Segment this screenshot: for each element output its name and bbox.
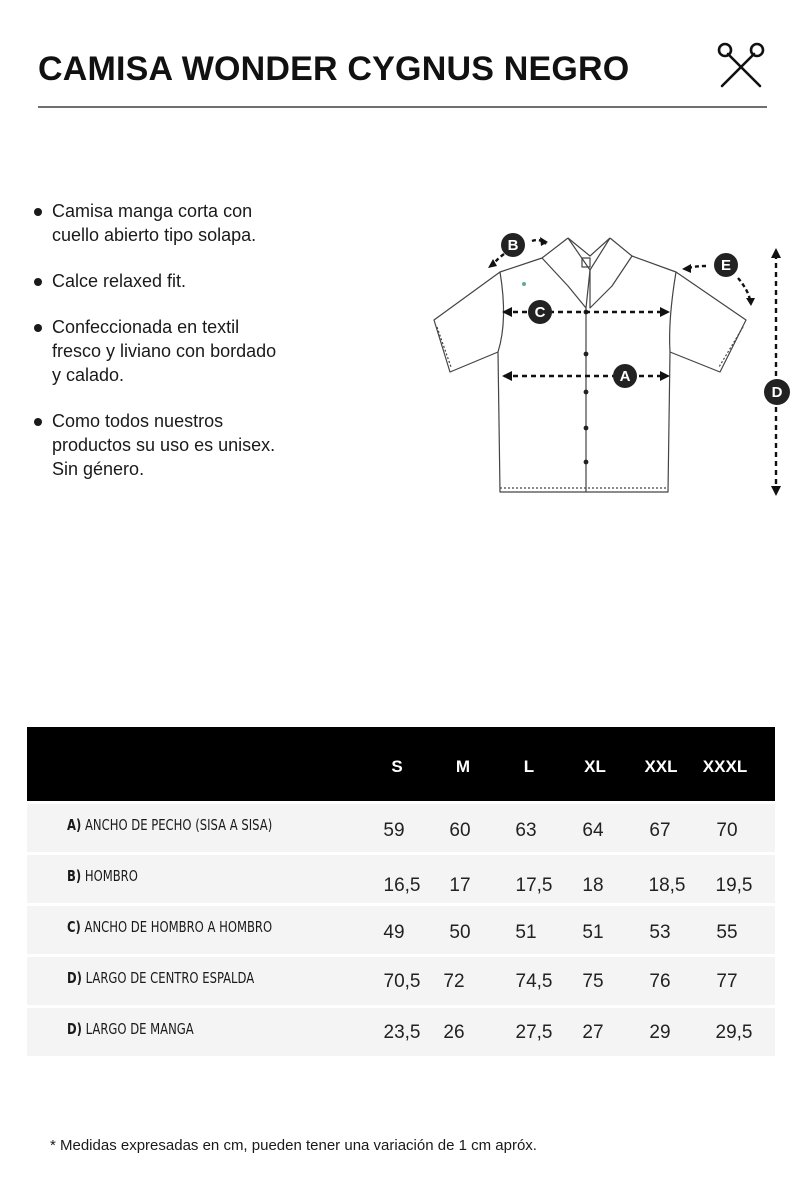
feature-item: Camisa manga corta con cuello abierto tipo solapa. (34, 199, 364, 247)
size-header-s: S (391, 757, 403, 776)
table-cell: 18 (582, 875, 604, 896)
table-cell: 51 (515, 922, 537, 943)
table-cell: 64 (582, 820, 604, 841)
table-cell: 77 (716, 971, 738, 992)
size-header-row (27, 727, 775, 801)
shirt-outline-icon (434, 238, 746, 492)
table-row (27, 804, 775, 852)
table-cell: 16,5 (383, 875, 421, 896)
table-cell: 76 (649, 971, 671, 992)
marker-c: C (534, 304, 546, 321)
table-cell: 29,5 (715, 1022, 753, 1043)
size-header-l: L (523, 757, 535, 776)
row-label: D) LARGO DE CENTRO ESPALDA (67, 969, 255, 987)
marker-d: D (771, 384, 783, 401)
marker-b: B (507, 237, 519, 254)
size-chart-table (27, 727, 775, 1056)
row-label: A) ANCHO DE PECHO (SISA A SISA) (67, 816, 273, 834)
measurement-footnote: * Medidas expresadas en cm, pueden tener una variación de 1 cm apróx. (50, 1137, 537, 1154)
table-cell: 53 (649, 922, 671, 943)
table-cell: 27 (582, 1022, 604, 1043)
table-cell: 74,5 (515, 971, 553, 992)
table-cell: 23,5 (383, 1022, 421, 1043)
table-cell: 55 (716, 922, 738, 943)
table-cell: 63 (515, 820, 537, 841)
table-cell: 50 (449, 922, 471, 943)
size-header-m: M (455, 757, 471, 776)
table-cell: 67 (649, 820, 671, 841)
scissors-icon (716, 42, 766, 90)
size-header-xl: XL (584, 757, 606, 776)
table-row (27, 855, 775, 903)
size-header-xxl: XXL (644, 757, 678, 776)
row-label: D) LARGO DE MANGA (67, 1020, 194, 1038)
table-cell: 19,5 (715, 875, 753, 896)
table-cell: 59 (383, 820, 405, 841)
marker-e: E (720, 257, 732, 274)
feature-item: Como todos nuestros productos su uso es unisex. Sin género. (34, 409, 364, 481)
shirt-measurement-diagram (420, 220, 800, 520)
table-cell: 70 (716, 820, 738, 841)
table-cell: 60 (449, 820, 471, 841)
table-cell: 17,5 (515, 875, 553, 896)
feature-item: Confeccionada en textil fresco y liviano con bordado y calado. (34, 315, 364, 387)
row-label: C) ANCHO DE HOMBRO A HOMBRO (67, 918, 273, 936)
size-header-xxxl: XXXL (702, 757, 748, 776)
table-cell: 72 (443, 971, 465, 992)
title-divider (38, 106, 767, 108)
row-label: B) HOMBRO (67, 867, 138, 885)
table-row (27, 1008, 775, 1056)
table-row (27, 906, 775, 954)
table-row (27, 957, 775, 1005)
page-title: CAMISA WONDER CYGNUS NEGRO (38, 50, 630, 88)
feature-list (34, 199, 364, 503)
table-cell: 17 (449, 875, 471, 896)
table-cell: 27,5 (515, 1022, 553, 1043)
table-cell: 49 (383, 922, 405, 943)
table-cell: 51 (582, 922, 604, 943)
table-cell: 26 (443, 1022, 465, 1043)
table-cell: 18,5 (648, 875, 686, 896)
table-cell: 29 (649, 1022, 671, 1043)
table-cell: 75 (582, 971, 604, 992)
feature-item: Calce relaxed fit. (34, 269, 364, 293)
table-cell: 70,5 (383, 971, 421, 992)
marker-a: A (619, 368, 631, 385)
